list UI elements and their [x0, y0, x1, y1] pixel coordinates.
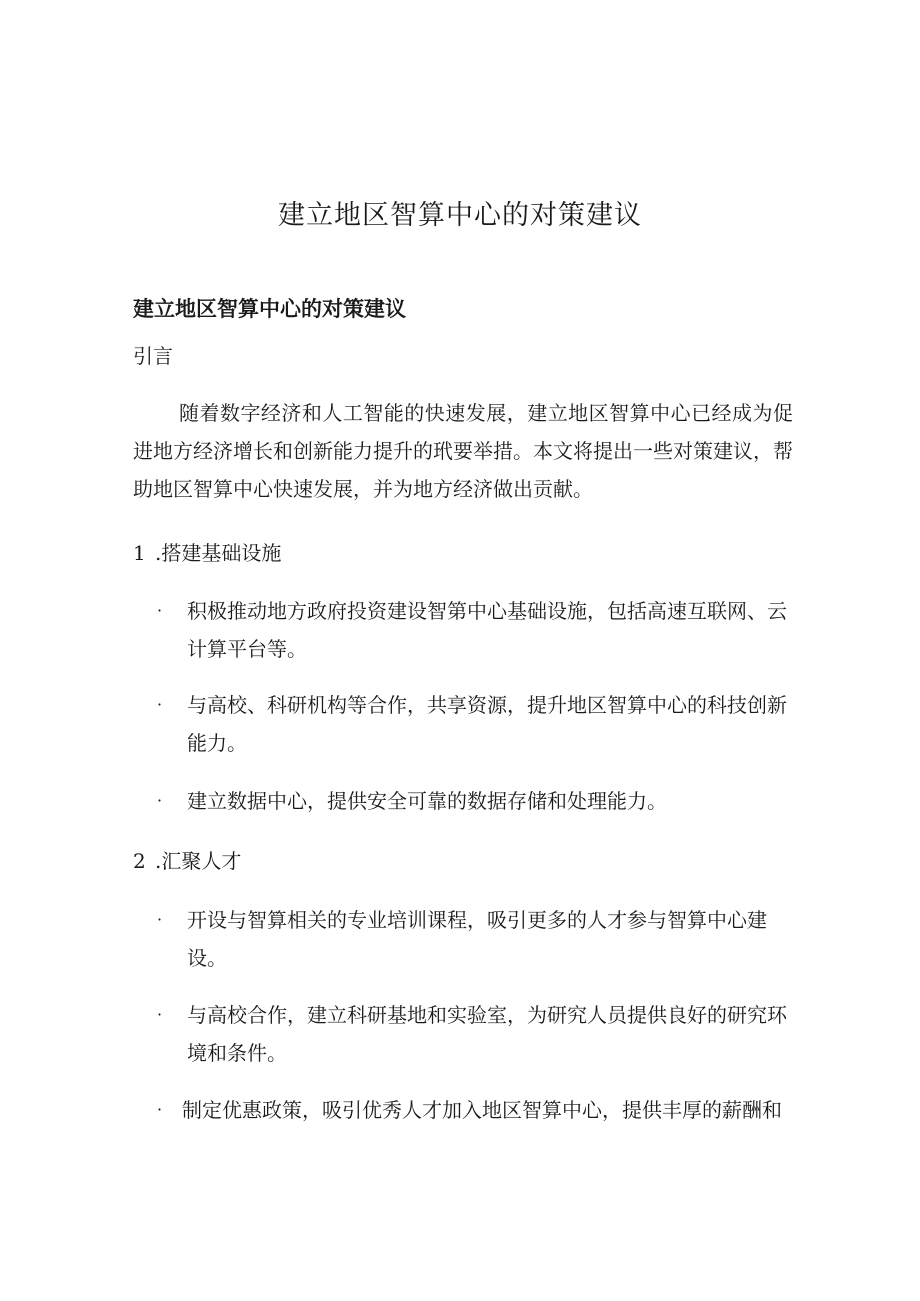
list-item [157, 782, 797, 820]
bullet-icon: · [157, 791, 163, 810]
list-item-text: 制定优惠政策，吸引优秀人才加入地区智算中心，提供丰厚的薪酬和 [182, 1098, 782, 1122]
bullet-icon: · [157, 1100, 163, 1119]
bullet-icon: · [157, 601, 163, 620]
list-item [157, 901, 797, 977]
section-1-number: 1 [133, 541, 146, 565]
list-item [157, 686, 797, 762]
section-1-title [133, 538, 281, 568]
bullet-icon: · [157, 910, 163, 929]
intro-label: 引言 [133, 344, 173, 368]
list-item-text: 建立数据中心，提供安全可靠的数据存储和处理能力。 [187, 789, 667, 813]
list-item-text: 与高校、科研机构等合作，共享资源，提升地区智算中心的科技创新能力。 [187, 693, 787, 755]
intro-paragraph: 随着数字经济和人工智能的快速发展，建立地区智算中心已经成为促进地方经济增长和创新能力提升的玳要举措。本文将提出一些对策建议，帮助地区智算中心快速发展，并为地方经济做出贡献。 [133, 401, 793, 501]
bullet-icon: · [157, 695, 163, 714]
list-item [157, 1091, 797, 1129]
list-item-text: 开设与智算相关的专业培训课程，吸引更多的人才参与智算中心建设。 [187, 908, 767, 970]
section-2-label: .汇聚人才 [155, 849, 242, 873]
document-title: 建立地区智算中心的对策建议 [278, 200, 642, 231]
list-item-text: 与高校合作，建立科研基地和实验室，为研究人员提供良好的研究环境和条件。 [187, 1003, 787, 1065]
bullet-icon: · [157, 1005, 163, 1024]
list-item [157, 996, 797, 1072]
section-heading: 建立地区智算中心的对策建议 [133, 297, 406, 321]
section-2-number: 2 [133, 849, 146, 873]
list-item-text: 积极推动地方政府投资建设智第中心基础设施，包括高速互联网、云计算平台等。 [187, 599, 787, 661]
list-item [157, 592, 797, 668]
section-1-label: .搭建基础设施 [155, 541, 282, 565]
section-2-title [133, 846, 241, 876]
